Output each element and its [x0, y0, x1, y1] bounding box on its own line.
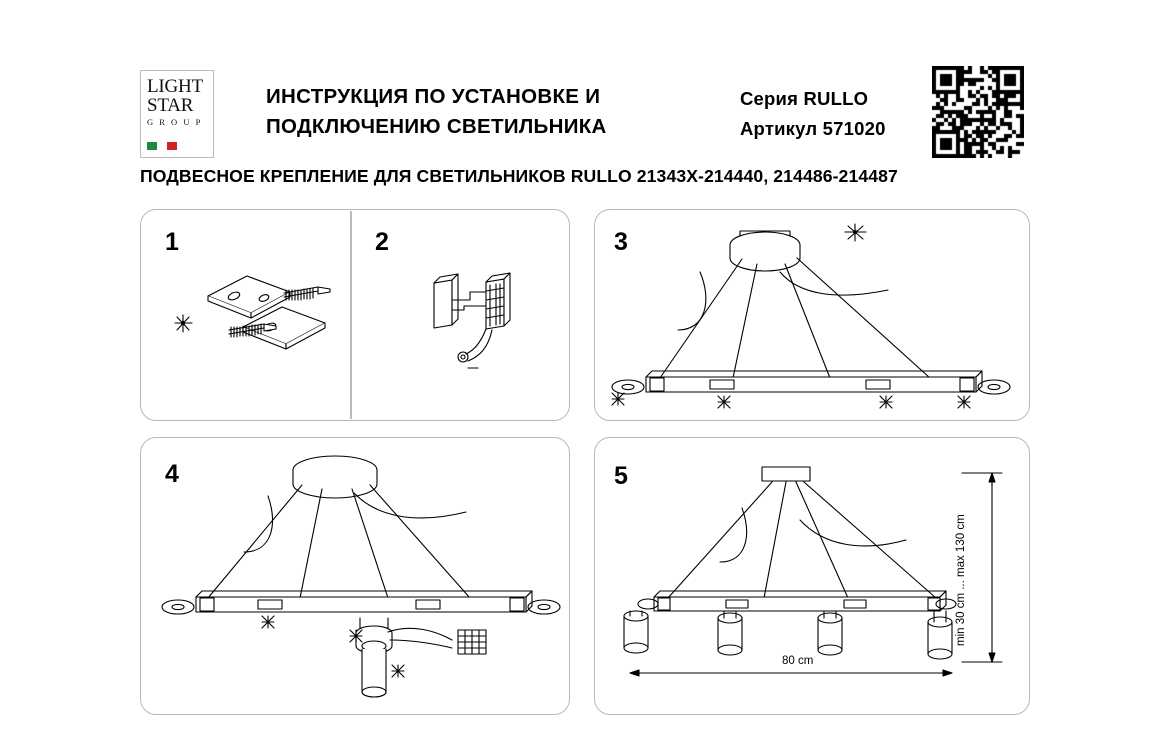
step-number-2: 2 — [375, 228, 389, 256]
header — [140, 32, 1030, 139]
dimension-width-label: 80 cm — [782, 655, 814, 667]
series-label: Серия RULLO — [740, 88, 869, 109]
qr-code-icon — [932, 66, 1024, 158]
page-title-line-1: ИНСТРУКЦИЯ ПО УСТАНОВКЕ И — [266, 85, 601, 108]
step-number-3: 3 — [614, 228, 628, 256]
panel-step-4 — [140, 437, 570, 715]
panel-divider — [350, 211, 352, 419]
logo-text — [147, 77, 211, 126]
logo-line-1: LIGHT — [147, 76, 203, 97]
page-title — [266, 82, 696, 143]
brand-logo — [140, 70, 214, 158]
step-number-5: 5 — [614, 462, 628, 490]
article-label: Артикул 571020 — [740, 117, 886, 139]
panel-steps-1-2 — [140, 209, 570, 421]
logo-line-3: G R O U P — [147, 116, 203, 127]
step-number-1: 1 — [165, 228, 179, 256]
logo-line-2: STAR — [147, 95, 194, 117]
subtitle: ПОДВЕСНОЕ КРЕПЛЕНИЕ ДЛЯ СВЕТИЛЬНИКОВ RULLO 21343Х-214440, 214486-214487 — [140, 166, 898, 186]
step-number-4: 4 — [165, 460, 179, 488]
dimension-height-label: min 30 cm ... max 130 cm — [955, 514, 967, 646]
panel-step-3 — [594, 209, 1030, 421]
italian-flag-icon — [147, 142, 177, 150]
page-title-line-2: ПОДКЛЮЧЕНИЮ СВЕТИЛЬНИКА — [266, 115, 607, 139]
